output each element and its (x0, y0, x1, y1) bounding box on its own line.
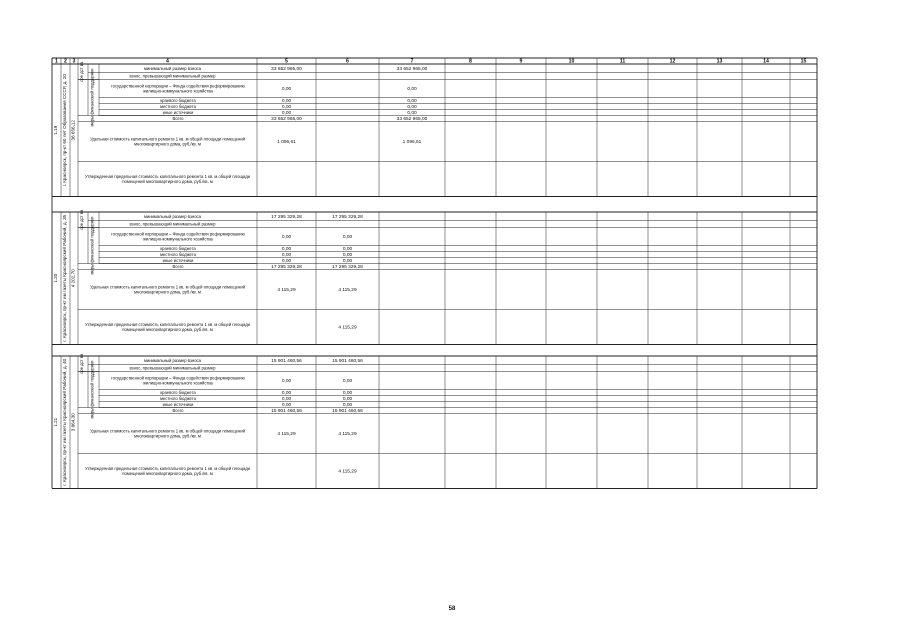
row-label: минимальный размер взноса (144, 65, 201, 71)
column-header-5: 5 (285, 58, 288, 65)
cell-value: 0,00 (342, 403, 353, 409)
cell-value: 4 115,29 (338, 432, 357, 438)
column-header-11: 11 (619, 58, 626, 65)
cell-value: 0,00 (281, 397, 292, 403)
row-label: местного бюджета (160, 104, 196, 110)
cell-value: 0,00 (342, 397, 353, 403)
area-value: 4 202,70 (70, 269, 76, 288)
column-header-9: 9 (519, 58, 523, 65)
support-measures-label: меры финансовой поддержки (89, 360, 95, 419)
column-header-15: 15 (800, 58, 807, 65)
cell-value: 0,00 (281, 111, 292, 117)
cell-value: 17 295 329,28 (332, 214, 363, 220)
cell-value: 4 115,29 (338, 288, 357, 294)
row-label: минимальный размер взноса (144, 357, 201, 363)
column-header-3: 3 (72, 58, 76, 65)
column-header-13: 13 (716, 58, 723, 65)
row-number: 1.20 (53, 273, 58, 283)
row-label: местного бюджета (160, 252, 196, 258)
cell-value: 33 652 965,00 (396, 117, 428, 123)
cell-value: 0,00 (281, 391, 292, 397)
address: г. Красноярск, пр-кт им газеты Красноярский Рабочий, д. 35 (62, 214, 67, 342)
row-label: Всего (172, 116, 184, 122)
page-number: 58 (448, 606, 456, 612)
row-label: краевого бюджета (160, 390, 196, 396)
cell-value: 17 295 329,28 (271, 265, 302, 271)
row-label: Утвержденная предельная стоимость капитального ремонта 1 кв. м общей площади помещений многоквартирного дома, руб./кв. м (84, 466, 251, 477)
cell-value: 0,00 (342, 235, 353, 241)
cell-value: 0,00 (407, 87, 417, 93)
address: г. Красноярск, пр-кт 60 лет Образования СССР, д. 20 (62, 74, 67, 187)
row-label: иные источники (162, 258, 194, 264)
cell-value: 17 295 329,28 (332, 265, 363, 271)
cell-value: 0,00 (281, 235, 292, 241)
cell-value: 4 115,29 (338, 325, 357, 331)
column-header-10: 10 (568, 58, 575, 65)
sources-label: сре дст ва (79, 353, 84, 374)
cell-value: 4 115,29 (277, 432, 296, 438)
cell-value: 0,00 (281, 379, 292, 385)
cell-value: 15 901 460,56 (332, 358, 363, 364)
cell-value: 0,00 (342, 253, 353, 259)
row-label: взнос, превышающий минимальный размер (129, 73, 216, 79)
sources-label: сре дст ва (79, 61, 84, 82)
row-label: Удельная стоимость капитального ремонта 1 кв. м общей площади помещений многоквартирного дома, руб./кв. м (90, 428, 245, 439)
cell-value: 17 295 329,28 (271, 214, 302, 220)
row-label: государственной корпорации – Фонда содействия реформированию жилищно-коммунального хозяйства (111, 231, 245, 242)
row-label: государственной корпорации – Фонда содействия реформированию жилищно-коммунального хозяйства (111, 83, 245, 94)
cell-value: 0,00 (342, 259, 353, 265)
column-header-1: 1 (55, 58, 58, 65)
cell-value: 33 652 965,00 (271, 117, 302, 123)
cell-value: 4 115,29 (277, 288, 296, 294)
cell-value: 0,00 (281, 105, 292, 111)
sources-label: сре дст ва (79, 209, 84, 230)
row-label: Удельная стоимость капитального ремонта 1 кв. м общей площади помещений многоквартирного дома, руб./кв. м (90, 284, 245, 295)
cell-value: 15 901 460,56 (271, 409, 302, 415)
cell-value: 0,00 (281, 259, 292, 265)
area-value: 3 864,30 (70, 413, 76, 432)
row-number: 1.19 (53, 125, 58, 135)
row-label: иные источники (162, 402, 194, 408)
cell-value: 0,00 (407, 105, 417, 111)
cell-value: 4 115,29 (338, 469, 357, 475)
cell-value: 0,00 (281, 403, 292, 409)
cell-value: 0,00 (342, 247, 353, 253)
column-header-14: 14 (763, 58, 769, 65)
row-label: иные источники (162, 110, 194, 116)
row-label: взнос, превышающий минимальный размер (129, 221, 216, 227)
support-measures-label: меры финансовой поддержки (89, 216, 95, 275)
column-header-12: 12 (669, 58, 676, 65)
cell-value: 15 901 460,56 (271, 358, 302, 364)
cell-value: 1 096,61 (402, 140, 422, 146)
cell-value: 0,00 (407, 111, 417, 117)
cell-value: 1 096,61 (277, 140, 296, 146)
support-measures-label: меры финансовой поддержки (89, 68, 95, 127)
cell-value: 33 652 965,00 (396, 66, 428, 72)
column-header-7: 7 (410, 58, 414, 65)
cell-value: 0,00 (342, 391, 353, 397)
cell-value: 0,00 (281, 87, 292, 93)
cell-value: 0,00 (407, 99, 417, 105)
cell-value: 0,00 (281, 247, 292, 253)
row-label: Утвержденная предельная стоимость капитального ремонта 1 кв. м общей площади помещений многоквартирного дома, руб./кв. м (84, 174, 251, 185)
row-label: краевого бюджета (160, 98, 196, 104)
row-label: краевого бюджета (160, 246, 196, 252)
row-label: взнос, превышающий минимальный размер (129, 365, 216, 371)
row-label: Всего (172, 408, 184, 414)
row-label: местного бюджета (160, 396, 196, 402)
row-label: минимальный размер взноса (144, 213, 201, 219)
column-header-4: 4 (166, 58, 169, 65)
row-label: Утвержденная предельная стоимость капитального ремонта 1 кв. м общей площади помещений многоквартирного дома, руб./кв. м (84, 322, 251, 333)
column-header-2: 2 (64, 58, 67, 65)
cell-value: 0,00 (281, 99, 292, 105)
row-label: Всего (172, 264, 184, 270)
column-header-6: 6 (346, 58, 349, 65)
address: г. Красноярск, пр-кт им газеты Красноярский Рабочий, д. 40 (62, 358, 67, 486)
row-label: государственной корпорации – Фонда содействия реформированию жилищно-коммунального хозяйства (111, 375, 245, 386)
cell-value: 15 901 460,56 (332, 409, 363, 415)
row-label: Удельная стоимость капитального ремонта 1 кв. м общей площади помещений многоквартирного дома, руб./кв. м (90, 136, 245, 147)
cell-value: 33 652 965,00 (271, 66, 302, 72)
column-header-8: 8 (469, 58, 472, 65)
cell-value: 0,00 (281, 253, 292, 259)
cell-value: 0,00 (342, 379, 353, 385)
row-number: 1.21 (53, 417, 58, 427)
area-value: 36 656,12 (70, 120, 76, 141)
